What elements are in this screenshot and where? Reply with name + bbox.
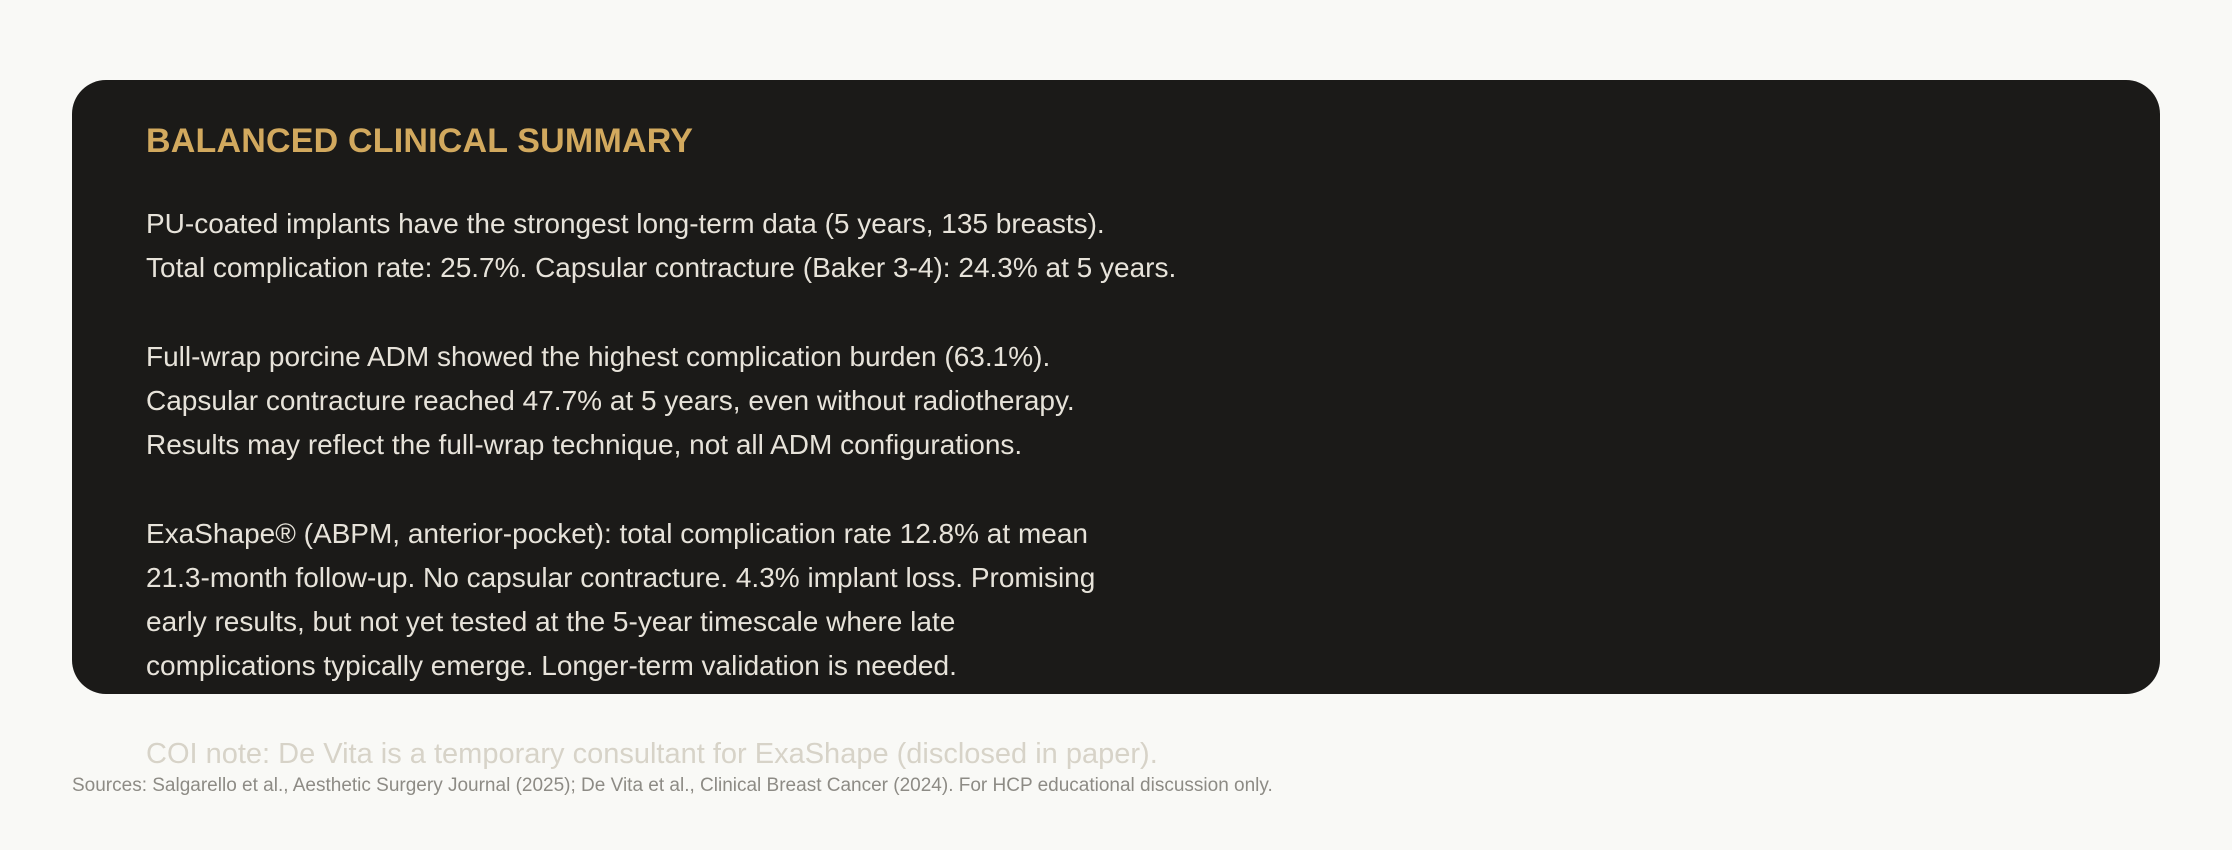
- adm-summary-line-3: Results may reflect the full-wrap technique, not all ADM configurations.: [146, 429, 1023, 460]
- exashape-summary-line-4: complications typically emerge. Longer-term validation is needed.: [146, 650, 957, 681]
- exashape-summary-line-1: ExaShape® (ABPM, anterior-pocket): total complication rate 12.8% at mean: [146, 518, 1088, 549]
- exashape-summary-line-2: 21.3-month follow-up. No capsular contracture. 4.3% implant loss. Promising: [146, 562, 1096, 593]
- coi-note: COI note: De Vita is a temporary consultant for ExaShape (disclosed in paper).: [146, 738, 1158, 770]
- adm-summary-line-2: Capsular contracture reached 47.7% at 5 years, even without radiotherapy.: [146, 385, 1075, 416]
- pu-implant-summary-line-1: PU-coated implants have the strongest long-term data (5 years, 135 breasts).: [146, 208, 1105, 239]
- adm-summary-line-1: Full-wrap porcine ADM showed the highest complication burden (63.1%).: [146, 341, 1051, 372]
- exashape-summary-line-3: early results, but not yet tested at the 5-year timescale where late: [146, 606, 956, 637]
- pu-implant-summary-line-2: Total complication rate: 25.7%. Capsular contracture (Baker 3-4): 24.3% at 5 years.: [146, 252, 1177, 283]
- summary-title: BALANCED CLINICAL SUMMARY: [146, 122, 694, 160]
- sources-footnote: Sources: Salgarello et al., Aesthetic Surgery Journal (2025); De Vita et al., Clinical Breast Cancer (2024). For HCP educational discussion only.: [72, 775, 1273, 796]
